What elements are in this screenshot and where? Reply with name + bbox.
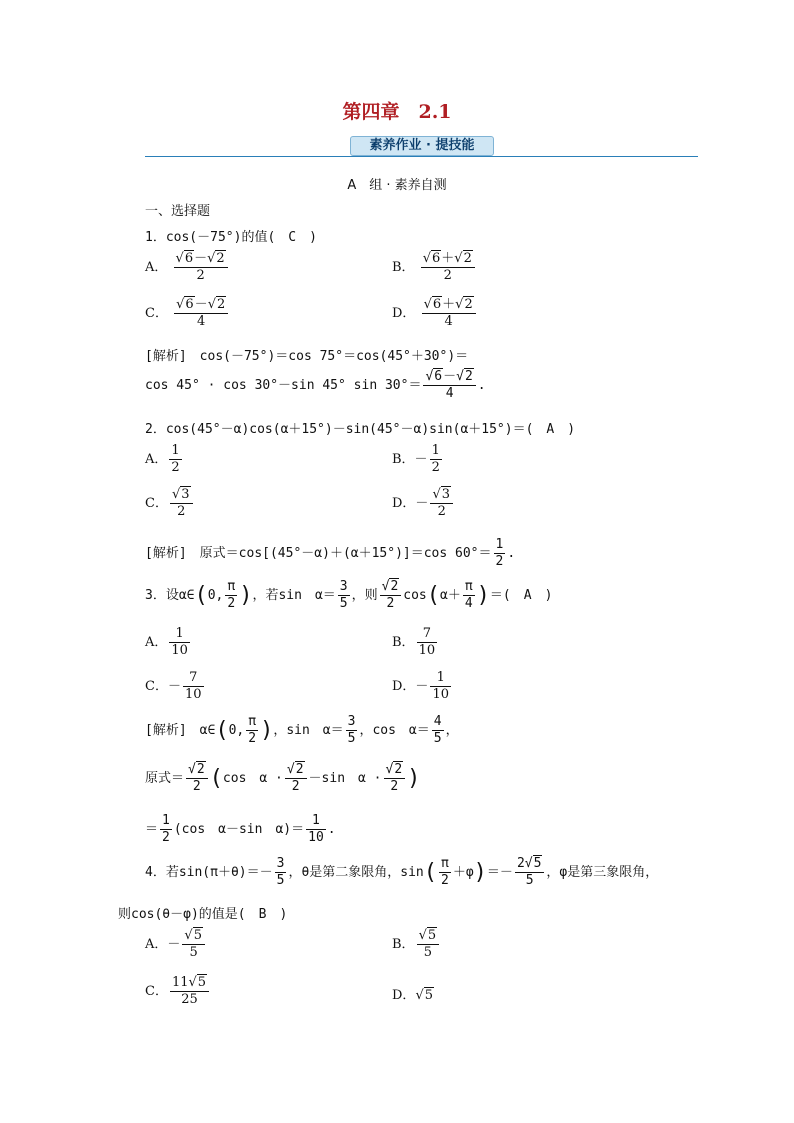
q3-option-c: C．－ $\frac{7}{10}$ xyxy=(145,670,202,702)
q1-option-d: D． $\frac{√6+√2}{4}$ xyxy=(392,297,478,330)
q3-explanation-line2: 原式＝ $\frac{√2}{2}$ (cos α · $\frac{√2}{2}$ －sin α · $\frac{√2}{2}$ ) xyxy=(145,762,421,794)
group-title: A 组 · 素养自测 xyxy=(347,178,447,193)
q2-explanation: [解析] 原式＝cos[(45°－α)＋(α＋15°)]＝cos 60°＝ $\frac{1}{2}$ . xyxy=(145,537,516,569)
question-4-stem-line2: 则cos(θ－φ)的值是( B ) xyxy=(118,907,288,922)
chapter-title: 第四章 2.1 xyxy=(342,101,452,123)
q2-option-c: C． $\frac{√3}{2}$ xyxy=(145,487,195,520)
q4-option-c: C． $\frac{11√5}{25}$ xyxy=(145,975,211,1008)
q1-explanation-line2: cos 45° · cos 30°－sin 45° sin 30°＝ $\frac{√6-√2}{4}$ . xyxy=(145,369,486,401)
q1-option-c: C． $\frac{√6-√2}{4}$ xyxy=(145,297,230,330)
header-divider xyxy=(145,156,698,157)
q4-option-b: B． $\frac{√5}{5}$ xyxy=(392,928,441,961)
q3-option-d: D．－ $\frac{1}{10}$ xyxy=(392,670,449,702)
q1-option-a: A． $\frac{√6-√2}{2}$ xyxy=(145,251,230,284)
question-2-stem: 2．cos(45°－α)cos(α＋15°)－sin(45°－α)sin(α＋15°)＝( A ) xyxy=(145,422,576,437)
question-4-stem: 4．若sin(π＋θ)＝－ $\frac{3}{5}$ ，θ是第二象限角，sin( $\frac{\pi}{2}$ ＋φ)＝－ $\frac{2√5}{5}$ ，φ是第三象限角， xyxy=(145,856,659,888)
q1-option-b: B． $\frac{√6+√2}{2}$ xyxy=(392,251,477,284)
q4-option-d: D．√5 xyxy=(392,988,434,1003)
q2-option-d: D．－ $\frac{√3}{2}$ xyxy=(392,487,455,520)
section-heading: 一、选择题 xyxy=(145,204,211,219)
question-3-stem: 3．设α∈(0, $\frac{\pi}{2}$ )，若sin α＝ $\frac{3}{5}$ ，则 $\frac{√2}{2}$ cos(α＋ $\frac{\pi}{4}$ )＝( A ) xyxy=(145,579,553,611)
q3-option-b: B． $\frac{7}{10}$ xyxy=(392,626,436,658)
q2-option-b: B．－ $\frac{1}{2}$ xyxy=(392,443,440,475)
q1-explanation-line1: [解析] cos(－75°)＝cos 75°＝cos(45°＋30°)＝ xyxy=(145,349,469,364)
q3-explanation-line1: [解析] α∈(0, $\frac{\pi}{2}$ )，sin α＝ $\frac{3}{5}$ ，cos α＝ $\frac{4}{5}$ ， xyxy=(145,714,459,746)
q3-explanation-line3: ＝ $\frac{1}{2}$ (cos α－sin α)＝ $\frac{1}{10}$ . xyxy=(145,813,336,845)
q3-option-a: A． $\frac{1}{10}$ xyxy=(145,626,188,658)
question-1-stem: 1．cos(－75°)的值( C ) xyxy=(145,230,317,245)
q2-option-a: A． $\frac{1}{2}$ xyxy=(145,443,180,475)
section-banner: 素养作业 · 提技能 xyxy=(350,136,494,156)
q4-option-a: A．－ $\frac{√5}{5}$ xyxy=(145,928,207,961)
